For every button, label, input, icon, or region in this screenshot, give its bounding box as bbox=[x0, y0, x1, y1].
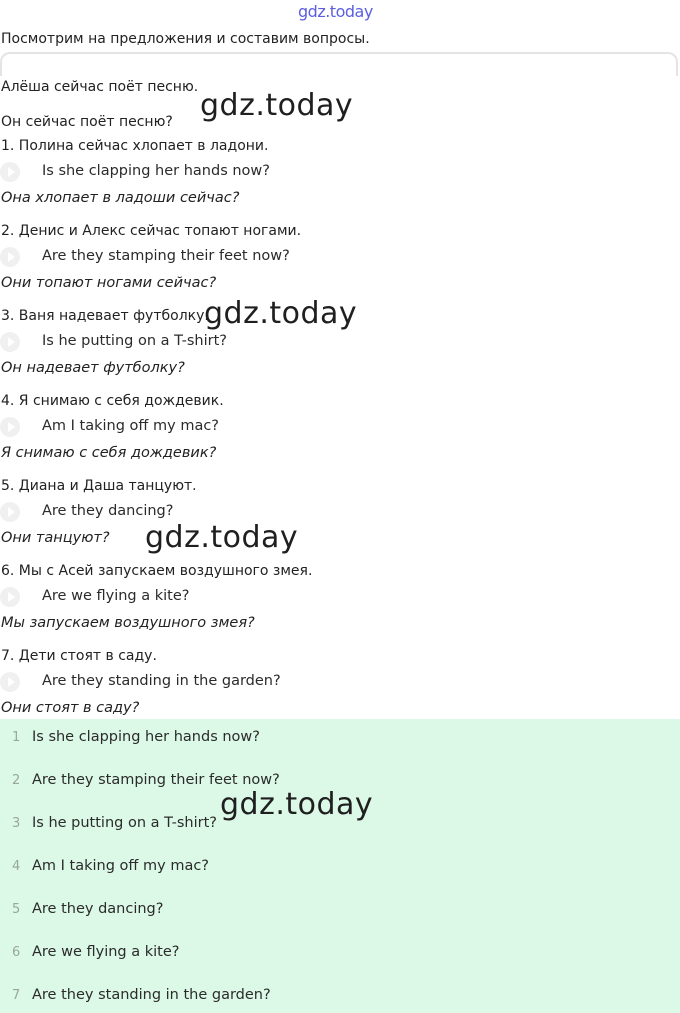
answer-number: 5 bbox=[12, 902, 21, 917]
exercise-5-question: Are they dancing? bbox=[42, 503, 174, 519]
answer-row bbox=[0, 770, 680, 794]
answer-text: Are we flying a kite? bbox=[32, 944, 180, 960]
exercise-6-sentence: 6. Мы с Асей запускаем воздушного змея. bbox=[1, 563, 313, 579]
content-box-edge bbox=[0, 52, 678, 76]
exercise-2-sentence: 2. Денис и Алекс сейчас топают ногами. bbox=[1, 223, 302, 239]
watermark: gdz.today bbox=[145, 520, 299, 555]
exercise-1-translation: Она хлопает в ладоши сейчас? bbox=[1, 190, 240, 206]
answers-panel bbox=[0, 719, 680, 1013]
answer-number: 4 bbox=[12, 859, 21, 874]
play-icon[interactable] bbox=[0, 502, 20, 522]
answer-row bbox=[0, 985, 680, 1009]
task-instruction: Посмотрим на предложения и составим вопросы. bbox=[1, 31, 370, 47]
answer-number: 2 bbox=[12, 773, 21, 788]
exercise-3-sentence: 3. Ваня надевает футболку. bbox=[1, 308, 209, 324]
answer-row bbox=[0, 856, 680, 880]
play-icon[interactable] bbox=[0, 332, 20, 352]
play-icon[interactable] bbox=[0, 417, 20, 437]
exercise-5-sentence: 5. Диана и Даша танцуют. bbox=[1, 478, 197, 494]
exercise-2-translation: Они топают ногами сейчас? bbox=[1, 275, 217, 291]
watermark: gdz.today bbox=[204, 296, 358, 331]
answer-row bbox=[0, 942, 680, 966]
exercise-7-translation: Они стоят в саду? bbox=[1, 700, 140, 716]
exercise-1-question: Is she clapping her hands now? bbox=[42, 163, 270, 179]
exercise-6-translation: Мы запускаем воздушного змея? bbox=[1, 615, 255, 631]
header-watermark: gdz.today bbox=[298, 2, 373, 21]
answer-row bbox=[0, 899, 680, 923]
answer-number: 1 bbox=[12, 730, 21, 745]
exercise-3-question: Is he putting on a T-shirt? bbox=[42, 333, 227, 349]
play-icon[interactable] bbox=[0, 587, 20, 607]
watermark: gdz.today bbox=[220, 787, 374, 822]
example-question: Он сейчас поёт песню? bbox=[1, 114, 173, 130]
answer-text: Am I taking off my mac? bbox=[32, 858, 210, 874]
answer-text: Are they dancing? bbox=[32, 901, 164, 917]
exercise-4-translation: Я снимаю с себя дождевик? bbox=[1, 445, 217, 461]
exercise-2-question: Are they stamping their feet now? bbox=[42, 248, 290, 264]
exercise-7-question: Are they standing in the garden? bbox=[42, 673, 281, 689]
exercise-4-question: Am I taking off my mac? bbox=[42, 418, 220, 434]
answer-text: Is she clapping her hands now? bbox=[32, 729, 260, 745]
answer-number: 3 bbox=[12, 816, 21, 831]
play-icon[interactable] bbox=[0, 247, 20, 267]
play-icon[interactable] bbox=[0, 162, 20, 182]
answer-text: Are they standing in the garden? bbox=[32, 987, 271, 1003]
exercise-3-translation: Он надевает футболку? bbox=[1, 360, 185, 376]
exercise-1-sentence: 1. Полина сейчас хлопает в ладони. bbox=[1, 138, 269, 154]
answer-number: 7 bbox=[12, 988, 21, 1003]
answer-number: 6 bbox=[12, 945, 21, 960]
exercise-4-sentence: 4. Я снимаю с себя дождевик. bbox=[1, 393, 224, 409]
exercise-7-sentence: 7. Дети стоят в саду. bbox=[1, 648, 157, 664]
answer-text: Is he putting on a T-shirt? bbox=[32, 815, 217, 831]
play-icon[interactable] bbox=[0, 672, 20, 692]
answer-row bbox=[0, 727, 680, 751]
exercise-5-translation: Они танцуют? bbox=[1, 530, 110, 546]
answer-text: Are they stamping their feet now? bbox=[32, 772, 280, 788]
exercise-6-question: Are we flying a kite? bbox=[42, 588, 190, 604]
example-sentence: Алёша сейчас поёт песню. bbox=[1, 79, 199, 95]
answer-row bbox=[0, 813, 680, 837]
watermark: gdz.today bbox=[200, 88, 354, 123]
